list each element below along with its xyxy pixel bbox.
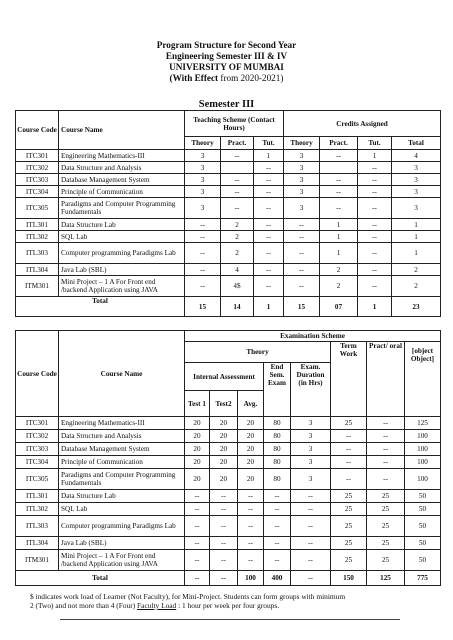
cell-name: Database Management System [59, 443, 185, 456]
cell-po: -- [367, 417, 405, 430]
cell-name: Data Structure and Analysis [59, 162, 185, 174]
cell-code: ITC302 [16, 430, 59, 443]
total-test2: -- [210, 571, 238, 586]
cell-dur: 3 [291, 430, 331, 443]
cell-ct: -- [284, 243, 320, 264]
cell-dur: -- [291, 516, 331, 537]
table-row [16, 456, 441, 469]
cell-tot: 3 [392, 198, 441, 219]
cell-name: Mini Project – 1 A For Front end /backend Application using JAVA [59, 550, 185, 571]
avg-header: Avg. [238, 391, 264, 417]
cell-avg: -- [238, 550, 264, 571]
cell-t1: -- [185, 490, 210, 503]
cell-tot: 50 [405, 490, 441, 503]
cell-t: -- [185, 276, 221, 297]
total-credit-tut: 1 [358, 297, 392, 317]
cell-t1: 20 [185, 417, 210, 430]
cell-t2: 20 [210, 443, 238, 456]
cell-name: Java Lab (SBL) [59, 537, 185, 550]
cell-cu: 1 [358, 150, 392, 162]
cell-t1: 20 [185, 430, 210, 443]
cell-tw: -- [331, 430, 367, 443]
cell-tw: 25 [331, 537, 367, 550]
cell-p: -- [221, 198, 254, 219]
cell-cu: -- [358, 231, 392, 243]
cell-end: -- [264, 537, 291, 550]
cell-u: -- [254, 198, 284, 219]
cell-p: 2 [221, 243, 254, 264]
table-row [16, 430, 441, 443]
table-row [16, 443, 441, 456]
cell-t: -- [185, 264, 221, 276]
cell-ct: 3 [284, 150, 320, 162]
cell-tw: 25 [331, 417, 367, 430]
cell-po: -- [367, 469, 405, 490]
cell-cu: -- [358, 186, 392, 198]
teaching-credits-table [15, 110, 441, 317]
tut-header: Tut. [254, 137, 284, 150]
cell-name: Data Structure and Analysis [59, 430, 185, 443]
cell-cp: 1 [320, 231, 358, 243]
cell-name: Computer programming Paradigms Lab [59, 516, 185, 537]
cell-po: -- [367, 430, 405, 443]
cell-ct: 3 [284, 162, 320, 174]
pract-oral-header: Pract/ oral [367, 342, 405, 417]
course-name-header: Course Name [59, 331, 185, 417]
cell-t2: -- [210, 503, 238, 516]
cell-tot: 3 [392, 162, 441, 174]
cell-name: Paradigms and Computer Programming Fundamentals [59, 198, 185, 219]
cell-cp: -- [320, 174, 358, 186]
cell-ct: -- [284, 264, 320, 276]
cell-tw: 25 [331, 490, 367, 503]
cell-t: 3 [185, 186, 221, 198]
cell-end: 80 [264, 430, 291, 443]
semester-title: Semester III [198, 99, 255, 110]
cell-t2: 20 [210, 417, 238, 430]
cell-t1: -- [185, 550, 210, 571]
cell-code: ITL301 [16, 219, 59, 231]
cell-avg: 20 [238, 430, 264, 443]
cell-t1: 20 [185, 443, 210, 456]
cell-code: ITC304 [16, 186, 59, 198]
cell-t: -- [185, 219, 221, 231]
cell-cu: -- [358, 198, 392, 219]
cell-dur: -- [291, 537, 331, 550]
cell-name: Java Lab (SBL) [59, 264, 185, 276]
cell-tot: 3 [392, 186, 441, 198]
examination-scheme-header: Examination Scheme [185, 331, 441, 342]
cell-tw: -- [331, 469, 367, 490]
cell-t: 3 [185, 150, 221, 162]
credit-pract-header: Pract. [320, 137, 358, 150]
cell-t2: -- [210, 537, 238, 550]
cell-avg: 20 [238, 456, 264, 469]
cell-t1: -- [185, 537, 210, 550]
total-header: [object Object] [405, 342, 441, 417]
cell-tot: 50 [405, 537, 441, 550]
cell-t2: -- [210, 550, 238, 571]
total-duration: -- [291, 571, 331, 586]
table-row [16, 264, 441, 276]
table-total-row [16, 297, 441, 317]
cell-code: ITL304 [16, 264, 59, 276]
cell-code: ITL302 [16, 231, 59, 243]
cell-p: -- [221, 150, 254, 162]
cell-name: SQL Lab [59, 503, 185, 516]
cell-po: 25 [367, 503, 405, 516]
cell-code: ITC304 [16, 456, 59, 469]
cell-dur: 3 [291, 456, 331, 469]
cell-ct: 3 [284, 186, 320, 198]
university-name: UNIVERSITY OF MUMBAI [169, 62, 284, 72]
total-avg: 100 [238, 571, 264, 586]
course-code-header: Course Code [16, 331, 59, 417]
cell-name: SQL Lab [59, 231, 185, 243]
cell-cp: 1 [320, 243, 358, 264]
cell-name: Principle of Communication [59, 456, 185, 469]
cell-code: ITM301 [16, 550, 59, 571]
cell-tot: 1 [392, 231, 441, 243]
cell-name: Computer programming Paradigms Lab [59, 243, 185, 264]
cell-cp: 2 [320, 264, 358, 276]
cell-code: ITC302 [16, 162, 59, 174]
cell-ct: -- [284, 276, 320, 297]
total-credits: 23 [392, 297, 441, 317]
cell-tot: 100 [405, 469, 441, 490]
total-credit-pract: 07 [320, 297, 358, 317]
cell-u: -- [254, 231, 284, 243]
effect-line: (With Effect from 2020-2021) [169, 73, 284, 83]
cell-t2: -- [210, 490, 238, 503]
cell-t2: -- [210, 516, 238, 537]
document-header [0, 40, 453, 84]
table-row [16, 150, 441, 162]
cell-end: 80 [264, 443, 291, 456]
cell-end: 80 [264, 456, 291, 469]
exam-duration-header: Exam. Duration (in Hrs) [291, 363, 331, 417]
cell-tot: 100 [405, 430, 441, 443]
cell-cp: -- [320, 198, 358, 219]
cell-t: -- [185, 231, 221, 243]
cell-code: ITL301 [16, 490, 59, 503]
cell-tot: 1 [392, 243, 441, 264]
cell-po: -- [367, 443, 405, 456]
cell-t1: -- [185, 516, 210, 537]
total-label: Total [16, 571, 185, 586]
credit-tut-header: Tut. [358, 137, 392, 150]
cell-tw: -- [331, 443, 367, 456]
cell-po: 25 [367, 516, 405, 537]
cell-cp: -- [320, 186, 358, 198]
cell-po: 25 [367, 490, 405, 503]
pract-header: Pract. [221, 137, 254, 150]
cell-cp: 2 [320, 276, 358, 297]
cell-p: 4$ [221, 276, 254, 297]
cell-t: 3 [185, 198, 221, 219]
internal-assessment-header: Internal Assessment [185, 363, 264, 391]
cell-tot: 3 [392, 174, 441, 186]
cell-name: Mini Project – 1 A For Front end /backend Application using JAVA [59, 276, 185, 297]
cell-code: ITC305 [16, 198, 59, 219]
table-row [16, 469, 441, 490]
cell-t: 3 [185, 174, 221, 186]
cell-dur: -- [291, 550, 331, 571]
cell-p: -- [221, 174, 254, 186]
cell-end: -- [264, 490, 291, 503]
table-row [16, 186, 441, 198]
cell-cp: -- [320, 150, 358, 162]
cell-u: -- [254, 162, 284, 174]
table-row [16, 219, 441, 231]
bottom-rule [60, 619, 400, 620]
cell-code: ITC305 [16, 469, 59, 490]
cell-code: ITC301 [16, 150, 59, 162]
total-tut: 1 [254, 297, 284, 317]
footnote-line2: 2 (Two) and not more than 4 (Four) Faculty Load : 1 hour per week per four groups. [30, 601, 280, 610]
test2-header: Test2 [210, 391, 238, 417]
cell-dur: 3 [291, 417, 331, 430]
cell-t2: 20 [210, 469, 238, 490]
course-name-header: Course Name [59, 111, 185, 150]
cell-name: Engineering Mathematics-III [59, 417, 185, 430]
cell-ct: 3 [284, 198, 320, 219]
cell-name: Database Management System [59, 174, 185, 186]
cell-t1: -- [185, 503, 210, 516]
cell-cu: -- [358, 162, 392, 174]
cell-avg: -- [238, 516, 264, 537]
cell-code: ITL304 [16, 537, 59, 550]
cell-ct: -- [284, 231, 320, 243]
cell-code: ITC303 [16, 174, 59, 186]
cell-tot: 2 [392, 276, 441, 297]
cell-code: ITM301 [16, 276, 59, 297]
cell-dur: 3 [291, 443, 331, 456]
cell-name: Data Structure Lab [59, 219, 185, 231]
cell-name: Paradigms and Computer Programming Fundamentals [59, 469, 185, 490]
cell-ct: 3 [284, 174, 320, 186]
theory-header: Theory [185, 137, 221, 150]
cell-p: 2 [221, 231, 254, 243]
cell-u: -- [254, 243, 284, 264]
semester-range: Engineering Semester III & IV [165, 51, 288, 61]
total-credit-theory: 15 [284, 297, 320, 317]
cell-po: 25 [367, 537, 405, 550]
table-row [16, 490, 441, 503]
cell-tot: 100 [405, 456, 441, 469]
credit-total-header: Total [392, 137, 441, 150]
cell-cu: -- [358, 276, 392, 297]
table-row [16, 516, 441, 537]
cell-tot: 1 [392, 219, 441, 231]
cell-cu: -- [358, 264, 392, 276]
cell-end: 80 [264, 417, 291, 430]
cell-avg: -- [238, 490, 264, 503]
cell-u: -- [254, 276, 284, 297]
table-total-row [16, 571, 441, 586]
cell-tot: 50 [405, 503, 441, 516]
cell-end: -- [264, 503, 291, 516]
cell-cu: -- [358, 219, 392, 231]
table-row [16, 417, 441, 430]
cell-p: 2 [221, 219, 254, 231]
cell-t2: 20 [210, 430, 238, 443]
cell-dur: -- [291, 503, 331, 516]
cell-end: 80 [264, 469, 291, 490]
cell-t: -- [185, 243, 221, 264]
cell-u: -- [254, 219, 284, 231]
cell-tw: 25 [331, 516, 367, 537]
cell-code: ITL303 [16, 243, 59, 264]
cell-tot: 100 [405, 443, 441, 456]
cell-tot: 125 [405, 417, 441, 430]
cell-dur: -- [291, 490, 331, 503]
total-pract-oral: 125 [367, 571, 405, 586]
cell-avg: 20 [238, 417, 264, 430]
cell-end: -- [264, 550, 291, 571]
cell-code: ITC301 [16, 417, 59, 430]
cell-u: 1 [254, 150, 284, 162]
total-pract: 14 [221, 297, 254, 317]
cell-avg: -- [238, 537, 264, 550]
credit-theory-header: Theory [284, 137, 320, 150]
cell-p: 4 [221, 264, 254, 276]
cell-t1: 20 [185, 456, 210, 469]
table-row [16, 231, 441, 243]
total-theory: 15 [185, 297, 221, 317]
teaching-scheme-header: Teaching Scheme (Contact Hours) [185, 111, 284, 137]
cell-t: 3 [185, 162, 221, 174]
term-work-header: Term Work [331, 342, 367, 417]
cell-code: ITL302 [16, 503, 59, 516]
total-term-work: 150 [331, 571, 367, 586]
footnote-line1: $ indicates work load of Learner (Not Faculty), for Mini-Project. Students can form groups with minimum [30, 592, 346, 601]
course-code-header: Course Code [16, 111, 59, 150]
footnote [30, 592, 440, 610]
cell-p: -- [221, 186, 254, 198]
cell-avg: 20 [238, 469, 264, 490]
cell-code: ITL303 [16, 516, 59, 537]
cell-dur: 3 [291, 469, 331, 490]
cell-tot: 4 [392, 150, 441, 162]
credits-assigned-header: Credits Assigned [284, 111, 441, 137]
cell-p [221, 162, 254, 174]
end-sem-exam-header: End Sem. Exam [264, 363, 291, 417]
cell-po: -- [367, 456, 405, 469]
cell-end: -- [264, 516, 291, 537]
cell-name: Engineering Mathematics-III [59, 150, 185, 162]
cell-code: ITC303 [16, 443, 59, 456]
cell-tot: 50 [405, 516, 441, 537]
table-row [16, 550, 441, 571]
cell-avg: -- [238, 503, 264, 516]
program-structure-title: Program Structure for Second Year [156, 40, 297, 50]
total-test1: -- [185, 571, 210, 586]
test1-header: Test 1 [185, 391, 210, 417]
table-row [16, 174, 441, 186]
cell-t1: 20 [185, 469, 210, 490]
cell-cp [320, 162, 358, 174]
cell-t2: 20 [210, 456, 238, 469]
total-label: Total [16, 297, 185, 317]
cell-ct: -- [284, 219, 320, 231]
total-marks: 775 [405, 571, 441, 586]
cell-tw: 25 [331, 503, 367, 516]
cell-u: -- [254, 174, 284, 186]
examination-scheme-table [15, 330, 441, 586]
cell-cp: 1 [320, 219, 358, 231]
cell-u: -- [254, 186, 284, 198]
table-row [16, 503, 441, 516]
table-row [16, 243, 441, 264]
cell-name: Data Structure Lab [59, 490, 185, 503]
cell-tot: 50 [405, 550, 441, 571]
total-end-sem: 400 [264, 571, 291, 586]
theory-header: Theory [185, 342, 331, 363]
table-row [16, 198, 441, 219]
table-row [16, 162, 441, 174]
table-row [16, 537, 441, 550]
cell-tot: 2 [392, 264, 441, 276]
cell-tw: -- [331, 456, 367, 469]
cell-cu: -- [358, 243, 392, 264]
cell-u: -- [254, 264, 284, 276]
table-row [16, 276, 441, 297]
cell-avg: 20 [238, 443, 264, 456]
cell-po: 25 [367, 550, 405, 571]
cell-cu: -- [358, 174, 392, 186]
cell-tw: 25 [331, 550, 367, 571]
cell-name: Principle of Communication [59, 186, 185, 198]
